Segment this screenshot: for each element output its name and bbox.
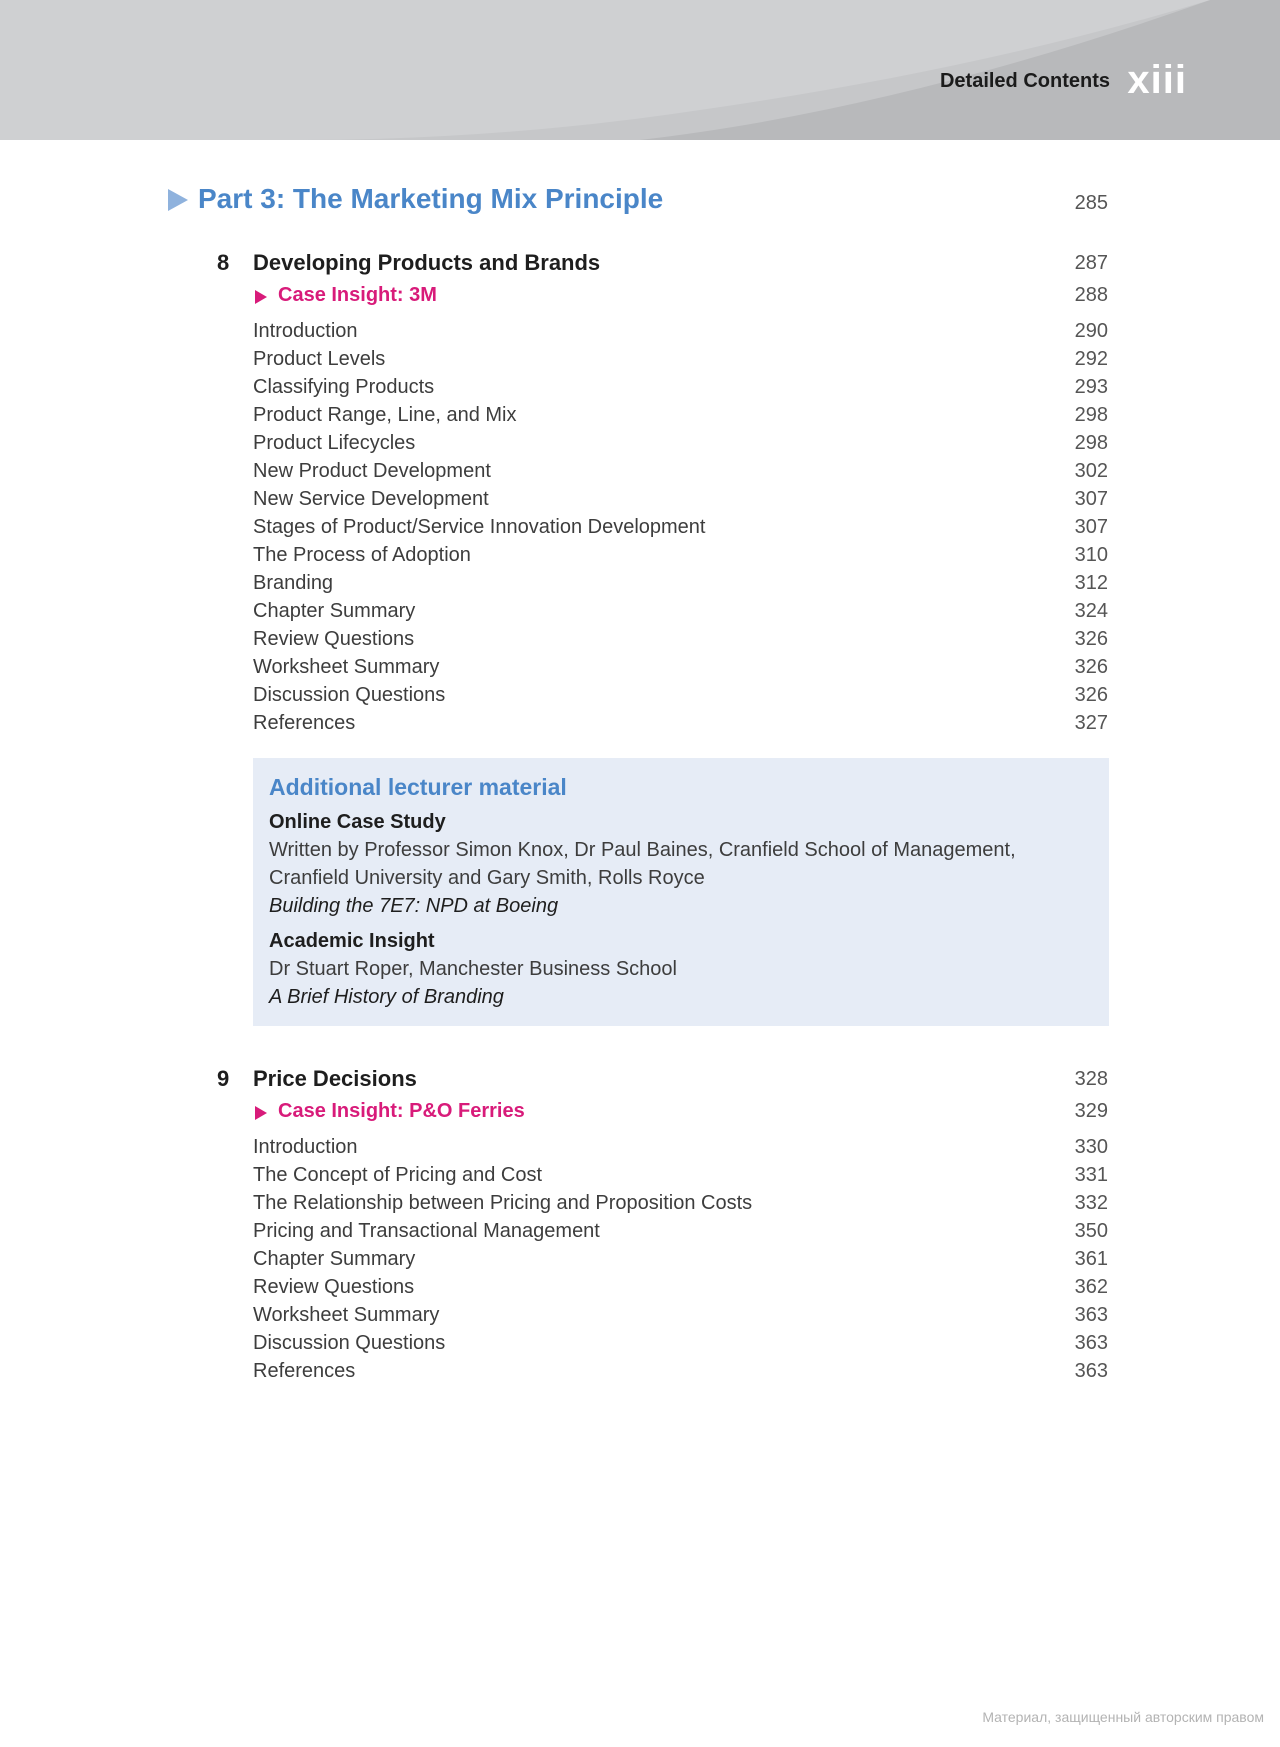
online-case-study-work: Building the 7E7: NPD at Boeing	[269, 895, 559, 917]
case-insight-entry[interactable]	[168, 284, 1108, 320]
toc-entry-label: Review Questions	[253, 1276, 415, 1298]
chapter-title: Developing Products and Brands	[253, 250, 601, 275]
toc-entry[interactable]	[168, 1332, 1108, 1360]
toc-entry-label: Chapter Summary	[253, 1248, 416, 1270]
toc-entry-label: Chapter Summary	[253, 600, 416, 622]
toc-entry-page: 312	[1074, 572, 1108, 594]
triangle-arrow-icon	[255, 1106, 267, 1120]
toc-entry[interactable]	[168, 1220, 1108, 1248]
toc-entry-label: The Relationship between Pricing and Proposition Costs	[253, 1192, 753, 1214]
toc-entry[interactable]	[168, 1360, 1108, 1388]
toc-entry-page: 332	[1074, 1192, 1108, 1214]
toc-entry-page: 307	[1074, 516, 1108, 538]
part-page-number: 285	[1074, 192, 1108, 214]
toc-entry-label: Product Lifecycles	[253, 432, 416, 454]
running-header-title: Detailed Contents	[939, 70, 1110, 92]
case-insight-entry[interactable]	[168, 1100, 1108, 1136]
toc-entry-page: 350	[1074, 1220, 1108, 1242]
toc-entry-label: New Service Development	[253, 488, 489, 510]
toc-entry-page: 330	[1074, 1136, 1108, 1158]
toc-entry-label: Discussion Questions	[253, 684, 446, 706]
toc-entry-page: 290	[1074, 320, 1108, 342]
chapter-heading[interactable]	[168, 1064, 1108, 1100]
toc-list	[168, 1136, 1108, 1388]
page-header	[0, 0, 1280, 140]
toc-entry[interactable]	[168, 516, 1108, 544]
toc-entry[interactable]	[168, 1192, 1108, 1220]
toc-entry-page: 361	[1074, 1248, 1108, 1270]
case-insight-page-number: 288	[1074, 284, 1108, 306]
toc-entry-page: 293	[1074, 376, 1108, 398]
triangle-arrow-icon	[168, 189, 188, 211]
toc-entry[interactable]	[168, 1136, 1108, 1164]
academic-insight-authors: Dr Stuart Roper, Manchester Business School	[269, 958, 677, 980]
toc-entry-page: 292	[1074, 348, 1108, 370]
toc-entry[interactable]	[168, 376, 1108, 404]
toc-entry[interactable]	[168, 348, 1108, 376]
toc-entry-label: The Process of Adoption	[253, 544, 471, 566]
toc-entry-label: The Concept of Pricing and Cost	[253, 1164, 543, 1186]
toc-entry-label: Stages of Product/Service Innovation Development	[253, 516, 706, 538]
chapter-page-number: 287	[1074, 252, 1108, 274]
toc-entry-page: 310	[1074, 544, 1108, 566]
toc-entry-page: 363	[1074, 1332, 1108, 1354]
online-case-study-authors: Written by Professor Simon Knox, Dr Paul Baines, Cranfield School of Management, Cranfield University and Gary Smith, Rolls Royce	[269, 839, 1016, 889]
toc-entry-page: 324	[1074, 600, 1108, 622]
chapter-number: 9	[217, 1066, 230, 1091]
page-number: xiii	[1127, 58, 1187, 102]
triangle-arrow-icon	[255, 290, 267, 304]
toc-entry-label: References	[253, 1360, 356, 1382]
toc-entry-label: Review Questions	[253, 628, 415, 650]
toc-entry[interactable]	[168, 544, 1108, 572]
academic-insight-work: A Brief History of Branding	[269, 986, 504, 1008]
toc-entry-page: 331	[1074, 1164, 1108, 1186]
toc-entry[interactable]	[168, 628, 1108, 656]
toc-entry-label: Worksheet Summary	[253, 656, 440, 678]
toc-entry-page: 298	[1074, 404, 1108, 426]
toc-entry-page: 362	[1074, 1276, 1108, 1298]
part-heading[interactable]	[168, 180, 1108, 224]
toc-entry-label: Worksheet Summary	[253, 1304, 440, 1326]
case-insight-title: Case Insight: P&O Ferries	[278, 1100, 525, 1122]
chapter-heading[interactable]	[168, 248, 1108, 284]
toc-entry-page: 326	[1074, 656, 1108, 678]
chapter-page-number: 328	[1074, 1068, 1108, 1090]
toc-entry[interactable]	[168, 460, 1108, 488]
case-insight-page-number: 329	[1074, 1100, 1108, 1122]
toc-entry[interactable]	[168, 488, 1108, 516]
toc-entry-label: Introduction	[253, 320, 358, 342]
toc-entry[interactable]	[168, 1248, 1108, 1276]
toc-entry[interactable]	[168, 684, 1108, 712]
toc-entry-page: 326	[1074, 628, 1108, 650]
toc-entry[interactable]	[168, 1304, 1108, 1332]
chapter-title: Price Decisions	[253, 1066, 417, 1091]
toc-entry-label: Discussion Questions	[253, 1332, 446, 1354]
toc-entry[interactable]	[168, 432, 1108, 460]
toc-entry-page: 307	[1074, 488, 1108, 510]
toc-entry[interactable]	[168, 320, 1108, 348]
lecturer-material-box	[253, 758, 1109, 1026]
toc-list	[168, 320, 1108, 740]
toc-entry[interactable]	[168, 1164, 1108, 1192]
toc-entry[interactable]	[168, 404, 1108, 432]
toc-entry-label: New Product Development	[253, 460, 491, 482]
copyright-watermark: Материал, защищенный авторским правом	[982, 1709, 1264, 1725]
toc-entry-page: 302	[1074, 460, 1108, 482]
toc-entry[interactable]	[168, 656, 1108, 684]
toc-entry[interactable]	[168, 1276, 1108, 1304]
academic-insight-heading: Academic Insight	[269, 930, 435, 952]
toc-entry-page: 327	[1074, 712, 1108, 734]
toc-entry[interactable]	[168, 712, 1108, 740]
toc-entry-page: 363	[1074, 1304, 1108, 1326]
toc-entry-label: Classifying Products	[253, 376, 435, 398]
toc-entry-page: 363	[1074, 1360, 1108, 1382]
toc-entry[interactable]	[168, 600, 1108, 628]
case-insight-title: Case Insight: 3M	[278, 284, 437, 306]
toc-entry-label: References	[253, 712, 356, 734]
part-title: Part 3: The Marketing Mix Principle	[198, 183, 664, 214]
toc-entry[interactable]	[168, 572, 1108, 600]
online-case-study-heading: Online Case Study	[269, 811, 446, 833]
toc-entry-label: Product Levels	[253, 348, 386, 370]
toc-entry-page: 298	[1074, 432, 1108, 454]
chapter-8	[168, 248, 1108, 740]
chapter-number: 8	[217, 250, 230, 275]
toc-entry-label: Introduction	[253, 1136, 358, 1158]
toc-entry-label: Pricing and Transactional Management	[253, 1220, 600, 1242]
toc-entry-page: 326	[1074, 684, 1108, 706]
toc-entry-label: Branding	[253, 572, 334, 594]
toc-entry-label: Product Range, Line, and Mix	[253, 404, 517, 426]
chapter-9	[168, 1064, 1108, 1388]
lecturer-material-title: Additional lecturer material	[269, 774, 567, 800]
